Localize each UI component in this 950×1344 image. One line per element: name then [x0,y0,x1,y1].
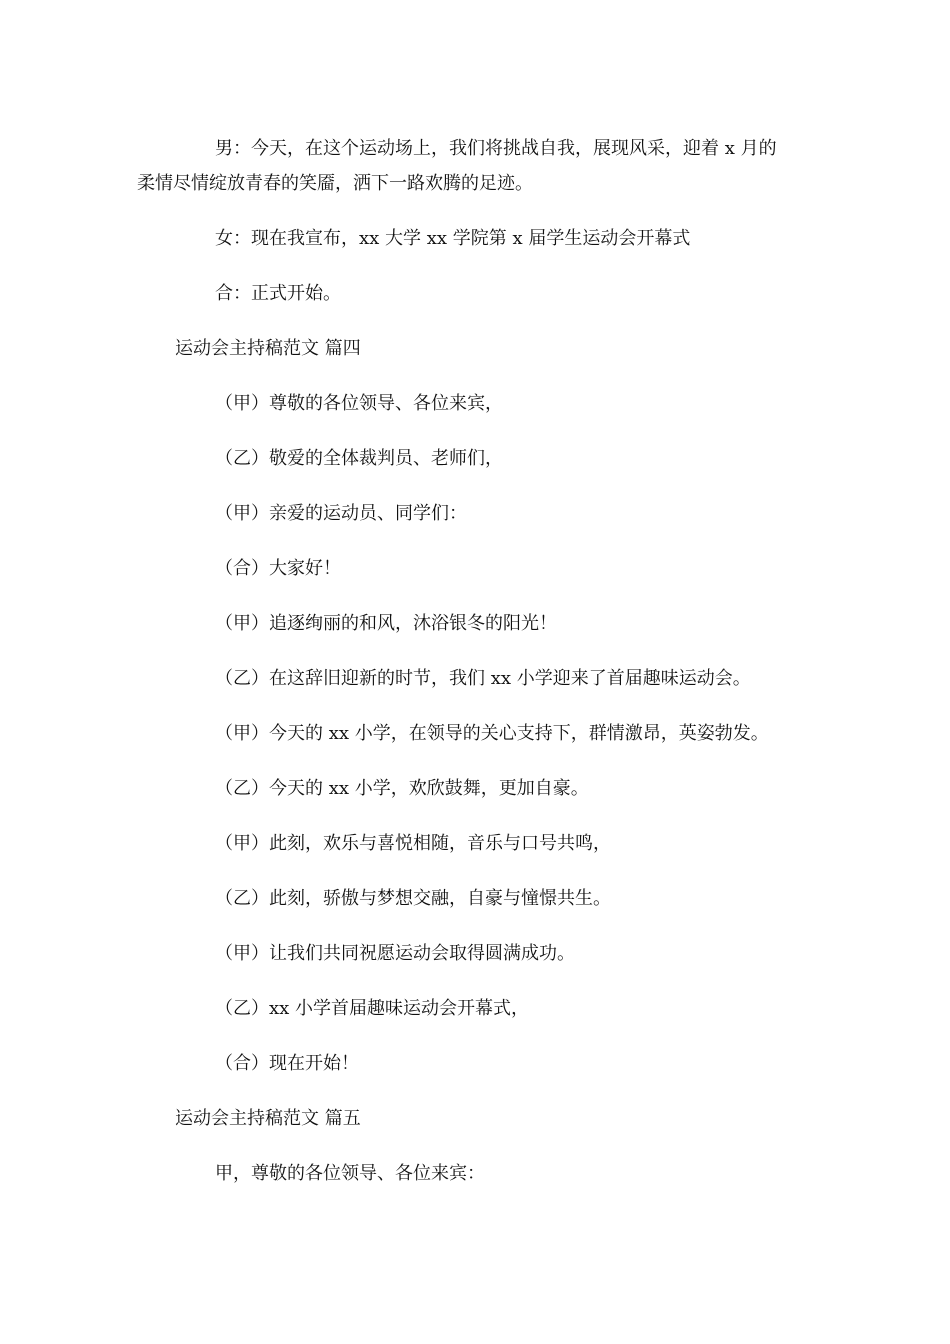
section-heading-5: 运动会主持稿范文 篇五 [175,1108,361,1129]
dialogue-line: （甲）尊敬的各位领导、各位来宾， [215,393,503,414]
dialogue-line: （甲）今天的 xx 小学，在领导的关心支持下，群情激昂，英姿勃发。 [215,723,769,744]
dialogue-line: （乙）xx 小学首届趣味运动会开幕式， [215,998,530,1019]
paragraph-together: 合：正式开始。 [215,283,341,304]
dialogue-line: （甲）让我们共同祝愿运动会取得圆满成功。 [215,943,575,964]
dialogue-line: （甲）此刻，欢乐与喜悦相随，音乐与口号共鸣， [215,833,611,854]
paragraph-male-line-2: 柔情尽情绽放青春的笑靥，洒下一路欢腾的足迹。 [137,173,533,194]
dialogue-line: （甲）追逐绚丽的和风，沐浴银冬的阳光！ [215,613,557,634]
paragraph-male-line-1: 男：今天，在这个运动场上，我们将挑战自我，展现风采，迎着 x 月的 [215,138,777,159]
dialogue-line: （合）现在开始！ [215,1053,359,1074]
dialogue-line: 甲，尊敬的各位领导、各位来宾： [215,1163,485,1184]
dialogue-line: （乙）在这辞旧迎新的时节，我们 xx 小学迎来了首届趣味运动会。 [215,668,751,689]
dialogue-line: （乙）敬爱的全体裁判员、老师们， [215,448,503,469]
dialogue-line: （乙）今天的 xx 小学，欢欣鼓舞，更加自豪。 [215,778,589,799]
dialogue-line: （乙）此刻，骄傲与梦想交融，自豪与憧憬共生。 [215,888,611,909]
dialogue-line: （合）大家好！ [215,558,341,579]
section-heading-4: 运动会主持稿范文 篇四 [175,338,361,359]
dialogue-line: （甲）亲爱的运动员、同学们： [215,503,467,524]
paragraph-female: 女：现在我宣布，xx 大学 xx 学院第 x 届学生运动会开幕式 [215,228,691,249]
